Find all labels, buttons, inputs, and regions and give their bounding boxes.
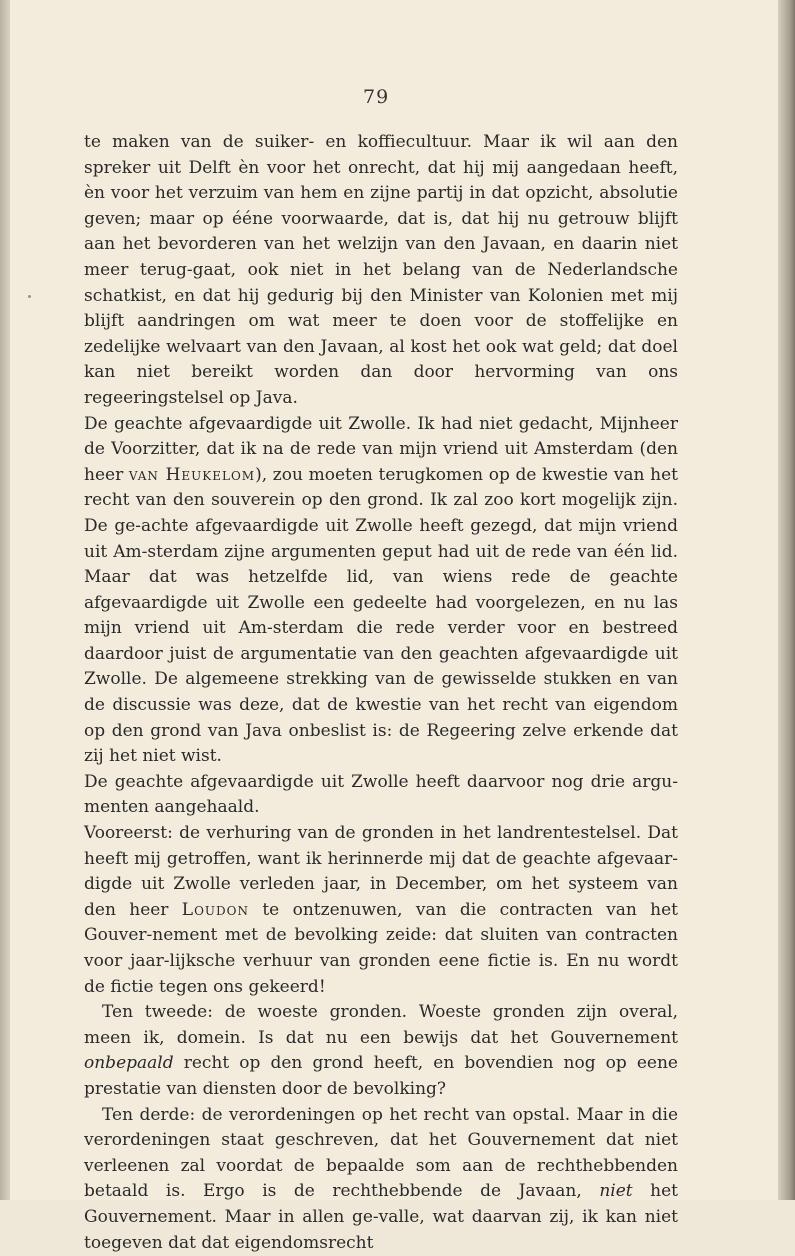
paragraph-4: Vooreerst: de verhuring van de gronden in het landrentestelsel. Dat heeft mij getroffen, want ik herinnerde mij dat de geachte afgevaar-digde uit Zwolle verleden jaar, in December, om het systeem van den heer Loudon te ontzenuwen, van die contracten van het Gouver-nement met de bevolking zeide: dat sluiten van contracten voor jaar-lijksche verhuur van gronden eene fictie is. En nu wordt de fictie tegen ons gekeerd!	[84, 823, 678, 997]
page-fore-edge	[778, 0, 795, 1200]
paragraph-1: te maken van de suiker- en koffiecultuur. Maar ik wil aan den spreker uit Delft èn voor het onrecht, dat hij mij aangedaan heeft, èn voor het verzuim van hem en zijne partij in dat opzicht, absolutie geven; maar op ééne voorwaarde, dat is, dat hij nu getrouw blijft aan het bevorderen van het welzijn van den Javaan, en daarin niet meer terug-gaat, ook niet in het belang van de Nederlandsche schatkist, en dat hij gedurig bij den Minister van Kolonien met mij blijft aandringen om wat meer te doen voor de stoffelijke en zedelijke welvaart van den Javaan, al kost het ook wat geld; dat doel kan niet bereikt worden dan door hervorming van ons regeeringstelsel op Java.	[84, 132, 678, 408]
page-binding-edge	[0, 0, 10, 1200]
name-loudon: Loudon	[181, 899, 249, 920]
name-van-heukelom: van Heukelom	[128, 464, 256, 485]
book-page	[10, 0, 778, 1253]
emphasis-onbepaald: onbepaald	[84, 1053, 174, 1074]
paragraph-6: Ten derde: de verordeningen op het recht van opstal. Maar in die verordeningen staat geschreven, dat het Gouvernement dat niet verleenen zal voordat de bepaalde som aan de rechthebbenden betaald is. Ergo is de rechthebbende de Javaan, niet het Gouvernement. Maar in allen ge-valle, wat daarvan zij, ik kan niet toegeven dat dat eigendomsrecht	[84, 1104, 678, 1253]
body-text	[84, 130, 678, 1256]
paragraph-5: Ten tweede: de woeste gronden. Woeste gronden zijn overal, meen ik, domein. Is dat nu een bewijs dat het Gouvernement onbepaald recht op den grond heeft, en bovendien nog op eene prestatie van diensten door de bevolking?	[84, 1002, 678, 1099]
paragraph-3: De geachte afgevaardigde uit Zwolle heeft daarvoor nog drie argu-menten aangehaald.	[84, 771, 678, 818]
paper-speck	[28, 295, 31, 298]
emphasis-niet: niet	[599, 1181, 633, 1202]
paragraph-2: De geachte afgevaardigde uit Zwolle. Ik had niet gedacht, Mijnheer de Voorzitter, dat ik na de rede van mijn vriend uit Amsterdam (den heer van Heukelom), zou moeten terugkomen op de kwestie van het recht van den souverein op den grond. Ik zal zoo kort mogelijk zijn. De ge-achte afgevaardigde uit Zwolle heeft gezegd, dat mijn vriend uit Am-sterdam zijne argumenten geput had uit de rede van één lid. Maar dat was hetzelfde lid, van wiens rede de geachte afgevaardigde uit Zwolle een gedeelte had voorgelezen, en nu las mijn vriend uit Am-sterdam die rede verder voor en bestreed daardoor juist de argumentatie van den geachten afgevaardigde uit Zwolle. De algemeene strekking van de gewisselde stukken en van de discussie was deze, dat de kwestie van het recht van eigendom op den grond van Java onbeslist is: de Regeering zelve erkende dat zij het niet wist.	[84, 413, 678, 767]
page-number: 79	[363, 86, 390, 108]
